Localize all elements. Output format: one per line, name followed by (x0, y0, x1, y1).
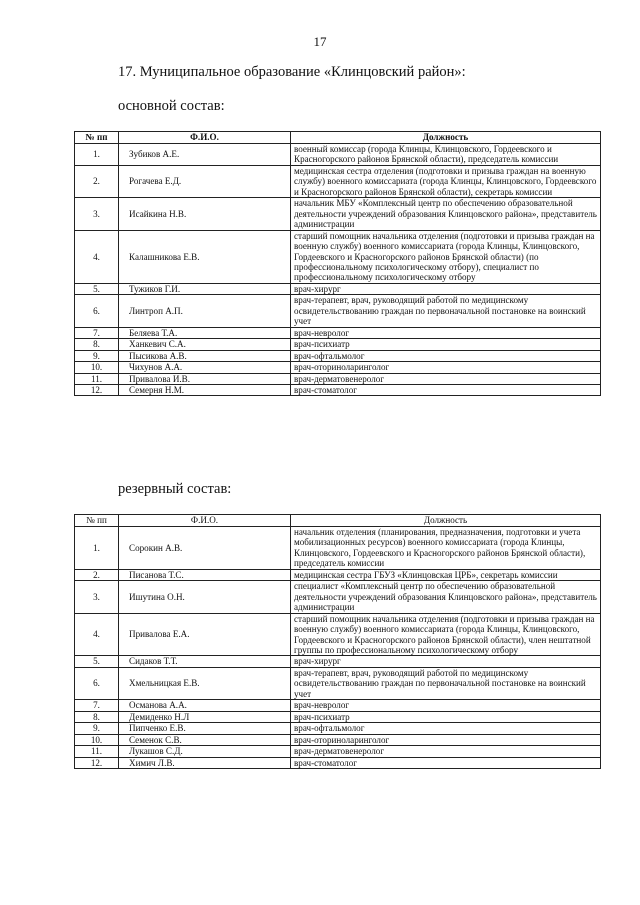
row-number: 9. (75, 723, 119, 734)
row-name: Демиденко Н.Л (119, 711, 291, 722)
row-position: старший помощник начальника отделения (подготовки и призыва граждан на военную службу) военного комиссариата (города Клинцы, Клинцовского, Гордеевского и Красногорского районов Брянской области) (по профессиональному психологическому отбору), специалист по профессиональному психологическому отбору (291, 230, 601, 283)
table-row (75, 723, 601, 734)
row-position: старший помощник начальника отделения (подготовки и призыва граждан на военную службу) военного комиссариата (города Клинцы, Клинцовского, Гордеевского и Красногорского районов Брянской области), член нештатной группы по профессиональному психологическому отбору (291, 613, 601, 656)
reserve-composition-heading: резервный состав: (118, 481, 232, 497)
row-position: военный комиссар (города Клинцы, Клинцовского, Гордеевского и Красногорского районов Брянской области), председатель комиссии (291, 144, 601, 166)
row-position: врач-стоматолог (291, 757, 601, 768)
table-row (75, 165, 601, 197)
row-number: 6. (75, 295, 119, 327)
row-name: Пысикова А.В. (119, 350, 291, 361)
row-number: 11. (75, 373, 119, 384)
row-name: Рогачева Е.Д. (119, 165, 291, 197)
row-position: врач-дерматовенеролог (291, 373, 601, 384)
table-row (75, 757, 601, 768)
row-name: Османова А.А. (119, 700, 291, 711)
row-name: Калашникова Е.В. (119, 230, 291, 283)
row-position: врач-хирург (291, 283, 601, 294)
table-row (75, 144, 601, 166)
row-name: Привалова Е.А. (119, 613, 291, 656)
row-number: 2. (75, 165, 119, 197)
row-name: Семенок С.В. (119, 734, 291, 745)
page-number: 17 (313, 34, 327, 49)
row-number: 7. (75, 700, 119, 711)
row-position: врач-невролог (291, 700, 601, 711)
row-number: 1. (75, 144, 119, 166)
table-row (75, 230, 601, 283)
row-number: 12. (75, 384, 119, 395)
table-header-row (75, 515, 601, 527)
row-position: специалист «Комплексный центр по обеспечению образовательной деятельности учреждений образования Клинцовского района», представитель администрации (291, 581, 601, 613)
row-name: Зубиков А.Е. (119, 144, 291, 166)
table-row (75, 613, 601, 656)
row-position: врач-терапевт, врач, руководящий работой по медицинскому освидетельствованию граждан по первоначальной постановке на воинский учет (291, 295, 601, 327)
row-position: врач-офтальмолог (291, 350, 601, 361)
row-number: 9. (75, 350, 119, 361)
row-number: 11. (75, 746, 119, 757)
table-row (75, 700, 601, 711)
row-number: 4. (75, 230, 119, 283)
row-name: Химич Л.В. (119, 757, 291, 768)
row-position: врач-хирург (291, 656, 601, 667)
main-composition-heading: основной состав: (118, 98, 225, 114)
table-row (75, 350, 601, 361)
row-name: Линтроп А.П. (119, 295, 291, 327)
table-row (75, 711, 601, 722)
row-name: Хмельницкая Е.В. (119, 667, 291, 699)
row-number: 6. (75, 667, 119, 699)
table-row (75, 569, 601, 580)
column-header-position: Должность (291, 515, 601, 527)
row-position: начальник отделения (планирования, предназначения, подготовки и учета мобилизационных ресурсов) военного комиссариата (города Клинцы, Клинцовского, Гордеевского и Красногорского районов Брянской области), председатель комиссии (291, 527, 601, 570)
row-position: врач-оториноларинголог (291, 362, 601, 373)
column-header-name: Ф.И.О. (119, 515, 291, 527)
column-header-number: № пп (75, 515, 119, 527)
row-number: 3. (75, 581, 119, 613)
column-header-name: Ф.И.О. (119, 132, 291, 144)
row-name: Семерня Н.М. (119, 384, 291, 395)
row-number: 12. (75, 757, 119, 768)
table-row (75, 295, 601, 327)
row-name: Ишутина О.Н. (119, 581, 291, 613)
row-number: 4. (75, 613, 119, 656)
row-position: врач-невролог (291, 327, 601, 338)
row-name: Беляева Т.А. (119, 327, 291, 338)
table-row (75, 384, 601, 395)
row-number: 2. (75, 569, 119, 580)
column-header-position: Должность (291, 132, 601, 144)
row-name: Сорокин А.В. (119, 527, 291, 570)
table-row (75, 198, 601, 230)
row-number: 5. (75, 283, 119, 294)
row-position: медицинская сестра отделения (подготовки и призыва граждан на военную службу) военного комиссариата (города Клинцы, Клинцовского, Гордеевского и Красногорского районов Брянской области), секретарь комиссии (291, 165, 601, 197)
row-name: Привалова И.В. (119, 373, 291, 384)
table-row (75, 581, 601, 613)
row-position: медицинская сестра ГБУЗ «Клинцовская ЦРБ», секретарь комиссии (291, 569, 601, 580)
row-number: 8. (75, 339, 119, 350)
row-position: врач-офтальмолог (291, 723, 601, 734)
column-header-number: № пп (75, 132, 119, 144)
row-name: Чихунов А.А. (119, 362, 291, 373)
row-name: Ханкевич С.А. (119, 339, 291, 350)
row-position: врач-психиатр (291, 711, 601, 722)
row-name: Лукашов С.Д. (119, 746, 291, 757)
table-row (75, 339, 601, 350)
table-row (75, 667, 601, 699)
row-name: Пипченко Е.В. (119, 723, 291, 734)
row-position: врач-стоматолог (291, 384, 601, 395)
row-position: врач-оториноларинголог (291, 734, 601, 745)
table-row (75, 373, 601, 384)
row-name: Писанова Т.С. (119, 569, 291, 580)
table-row (75, 283, 601, 294)
row-position: врач-психиатр (291, 339, 601, 350)
section-title: 17. Муниципальное образование «Клинцовский район»: (118, 64, 466, 80)
row-name: Исайкина Н.В. (119, 198, 291, 230)
main-composition-table (74, 131, 601, 396)
row-number: 5. (75, 656, 119, 667)
table-row (75, 527, 601, 570)
reserve-composition-table (74, 514, 601, 769)
table-row (75, 734, 601, 745)
row-name: Сидаков Т.Т. (119, 656, 291, 667)
table-row (75, 362, 601, 373)
row-number: 10. (75, 734, 119, 745)
table-row (75, 656, 601, 667)
row-number: 10. (75, 362, 119, 373)
row-position: врач-терапевт, врач, руководящий работой по медицинскому освидетельствованию граждан по первоначальной постановке на воинский учет (291, 667, 601, 699)
row-position: врач-дерматовенеролог (291, 746, 601, 757)
row-number: 3. (75, 198, 119, 230)
table-row (75, 327, 601, 338)
row-number: 7. (75, 327, 119, 338)
row-number: 1. (75, 527, 119, 570)
row-number: 8. (75, 711, 119, 722)
table-row (75, 746, 601, 757)
row-name: Тужиков Г.И. (119, 283, 291, 294)
table-header-row (75, 132, 601, 144)
row-position: начальник МБУ «Комплексный центр по обеспечению образовательной деятельности учреждений образования Клинцовского района», представитель администрации (291, 198, 601, 230)
